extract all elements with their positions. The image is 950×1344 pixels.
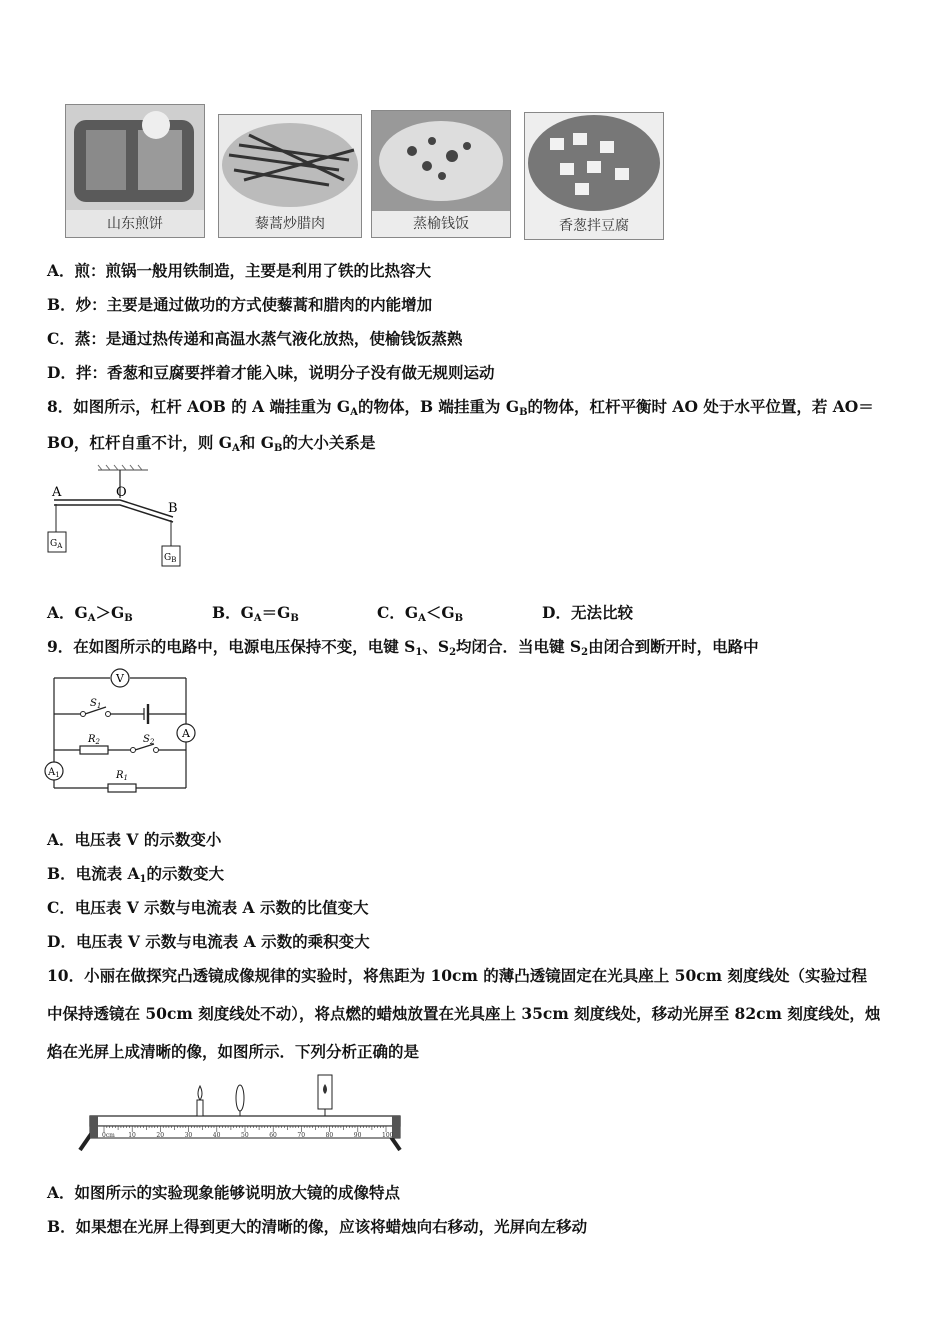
svg-text:A: A [182,727,190,740]
svg-text:A1: $A_1$ [48,767,60,779]
optical-bench-figure [70,1072,420,1154]
circuit-figure [40,664,210,796]
food-photo-lahao [218,114,362,238]
q9-option-d: D．电压表 V 示数与电流表 A 示数的乘积变大 [47,932,370,951]
scale-label: 10 [128,1132,136,1139]
svg-text:S1: $S_1$ [90,698,102,710]
food-caption: 蒸榆钱饭 [413,216,469,232]
lever-figure [40,462,200,574]
scale-label: 100 [382,1132,394,1139]
q9-option-a: A．电压表 V 的示数变小 [47,830,222,849]
q10-stem-line2: 中保持透镜在 50cm 刻度线处不动），将点燃的蜡烛放置在光具座上 35cm 刻度线处，移动光屏至 82cm 刻度线处，烛 [47,1004,881,1023]
svg-text:R1: $R_1$ [116,770,128,782]
q8-stem-line2: BO，杠杆自重不计，则 $G_A$和 $G_B$的大小关系是 [47,433,376,454]
lever-label-b: B [168,501,178,516]
svg-text:V: V [116,672,124,685]
svg-text:S2: $S_2$ [143,734,155,746]
lever-label-a: A [52,485,62,500]
scale-label: 60 [269,1132,277,1139]
scale-label: 20 [156,1132,165,1139]
q10-stem-line1: 10．小丽在做探究凸透镜成像规律的实验时，将焦距为 10cm 的薄凸透镜固定在光具座上 50cm 刻度线处（实验过程 [47,966,867,985]
scale-label: 0cm [102,1132,115,1139]
food-caption: 藜蒿炒腊肉 [255,216,325,232]
scale-label: 80 [325,1132,334,1139]
q8-option-c: C．$G_A<G_B$ [377,603,464,624]
q7-option-d: D．拌：香葱和豆腐要拌着才能入味，说明分子没有做无规则运动 [47,363,495,382]
q7-option-b: B．炒：主要是通过做功的方式使藜蒿和腊肉的内能增加 [47,295,433,314]
weight-gb-label: $G_B$ [164,553,177,564]
scale-label: 50 [241,1132,249,1139]
q10-option-a: A．如图所示的实验现象能够说明放大镜的成像特点 [47,1183,401,1202]
scale-label: 30 [184,1132,193,1139]
lever-label-o: O [116,485,127,500]
q8-option-b: B．$G_A=G_B$ [212,603,299,624]
food-photo-jianbing [65,104,205,238]
scale-label: 40 [212,1132,221,1139]
q8-option-d: D．无法比较 [542,603,633,622]
scale-label: 90 [353,1132,362,1139]
food-photo-doufu [524,112,664,240]
light-screen [318,1075,332,1116]
q10-option-b: B．如果想在光屏上得到更大的清晰的像，应该将蜡烛向右移动，光屏向左移动 [47,1217,588,1236]
food-photo-yuqian [371,110,511,238]
candle [197,1086,203,1116]
q8-option-a: A．$G_A>G_B$ [47,603,133,624]
q9-stem: 9．在如图所示的电路中，电源电压保持不变，电键 $S_1$、$S_2$均闭合．当电键 $S_2$由闭合到断开时，电路中 [47,637,759,658]
convex-lens [236,1085,244,1116]
q9-option-b: B．电流表 $A_1$的示数变大 [47,864,225,885]
q8-stem-line1: 8．如图所示，杠杆 AOB 的 A 端挂重为 $G_A$的物体，B 端挂重为 $G_B$的物体，杠杆平衡时 AO 处于水平位置，若 AO＝ [47,397,874,418]
weight-ga-label: $G_A$ [50,539,63,550]
q10-stem-line3: 焰在光屏上成清晰的像，如图所示．下列分析正确的是 [47,1042,420,1061]
q7-option-a: A．煎：煎锅一般用铁制造，主要是利用了铁的比热容大 [47,261,432,280]
q7-option-c: C．蒸：是通过热传递和高温水蒸气液化放热，使榆钱饭蒸熟 [47,329,463,348]
food-caption: 香葱拌豆腐 [559,218,629,234]
svg-text:R2: $R_2$ [88,734,100,746]
food-caption: 山东煎饼 [107,216,163,232]
q9-option-c: C．电压表 V 示数与电流表 A 示数的比值变大 [47,898,369,917]
scale-label: 70 [297,1132,306,1139]
